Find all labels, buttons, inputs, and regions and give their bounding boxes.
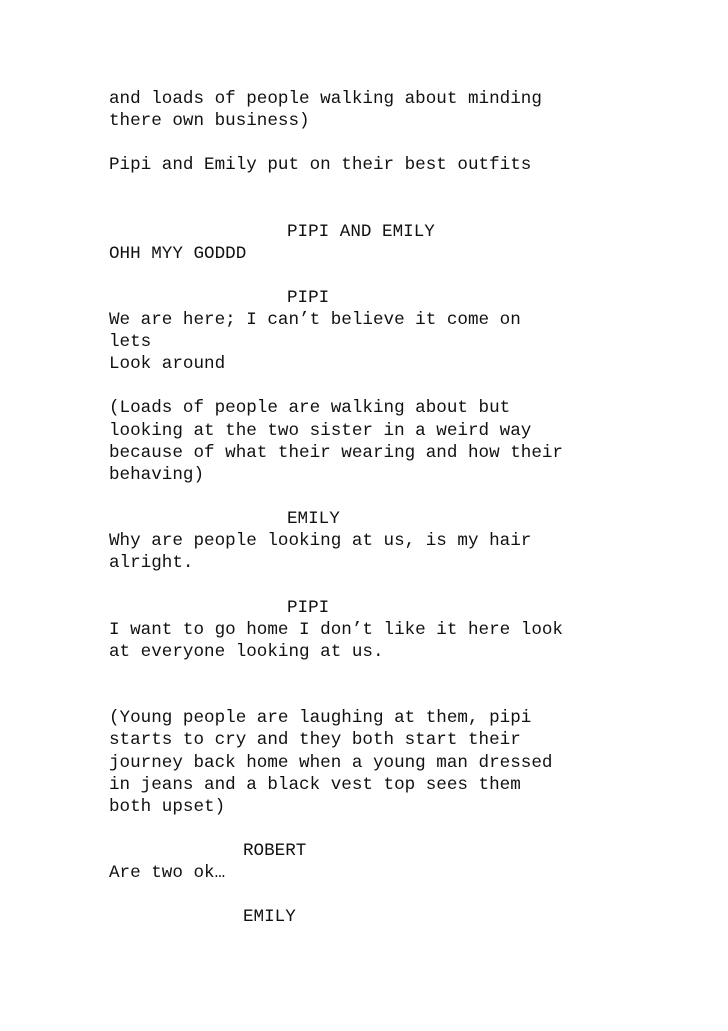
- character-name: PIPI: [287, 288, 330, 308]
- action-line: starts to cry and they both start their: [109, 730, 521, 750]
- action-line: and loads of people walking about minding: [109, 89, 542, 109]
- action-line: (Young people are laughing at them, pipi: [109, 708, 532, 728]
- action-line: behaving): [109, 465, 205, 485]
- character-name: EMILY: [287, 509, 340, 529]
- dialogue-line: Are two ok…: [109, 863, 226, 883]
- action-line: because of what their wearing and how their: [109, 443, 563, 463]
- dialogue-line: at everyone looking at us.: [109, 642, 384, 662]
- dialogue-line: Look around: [109, 354, 226, 374]
- dialogue-line: alright.: [109, 553, 194, 573]
- dialogue-line: We are here; I can’t believe it come on: [109, 310, 521, 330]
- dialogue-line: I want to go home I don’t like it here look: [109, 620, 563, 640]
- character-name: EMILY: [243, 907, 296, 927]
- dialogue-line: Why are people looking at us, is my hair: [109, 531, 532, 551]
- action-line: Pipi and Emily put on their best outfits: [109, 155, 532, 175]
- dialogue-line: lets: [109, 332, 152, 352]
- dialogue-line: OHH MYY GODDD: [109, 244, 247, 264]
- character-name: PIPI AND EMILY: [287, 222, 435, 242]
- character-name: PIPI: [287, 598, 330, 618]
- action-line: looking at the two sister in a weird way: [109, 421, 532, 441]
- action-line: there own business): [109, 111, 310, 131]
- character-name: ROBERT: [243, 841, 307, 861]
- action-line: (Loads of people are walking about but: [109, 398, 511, 418]
- action-line: both upset): [109, 797, 226, 817]
- action-line: journey back home when a young man dressed: [109, 753, 553, 773]
- action-line: in jeans and a black vest top sees them: [109, 775, 521, 795]
